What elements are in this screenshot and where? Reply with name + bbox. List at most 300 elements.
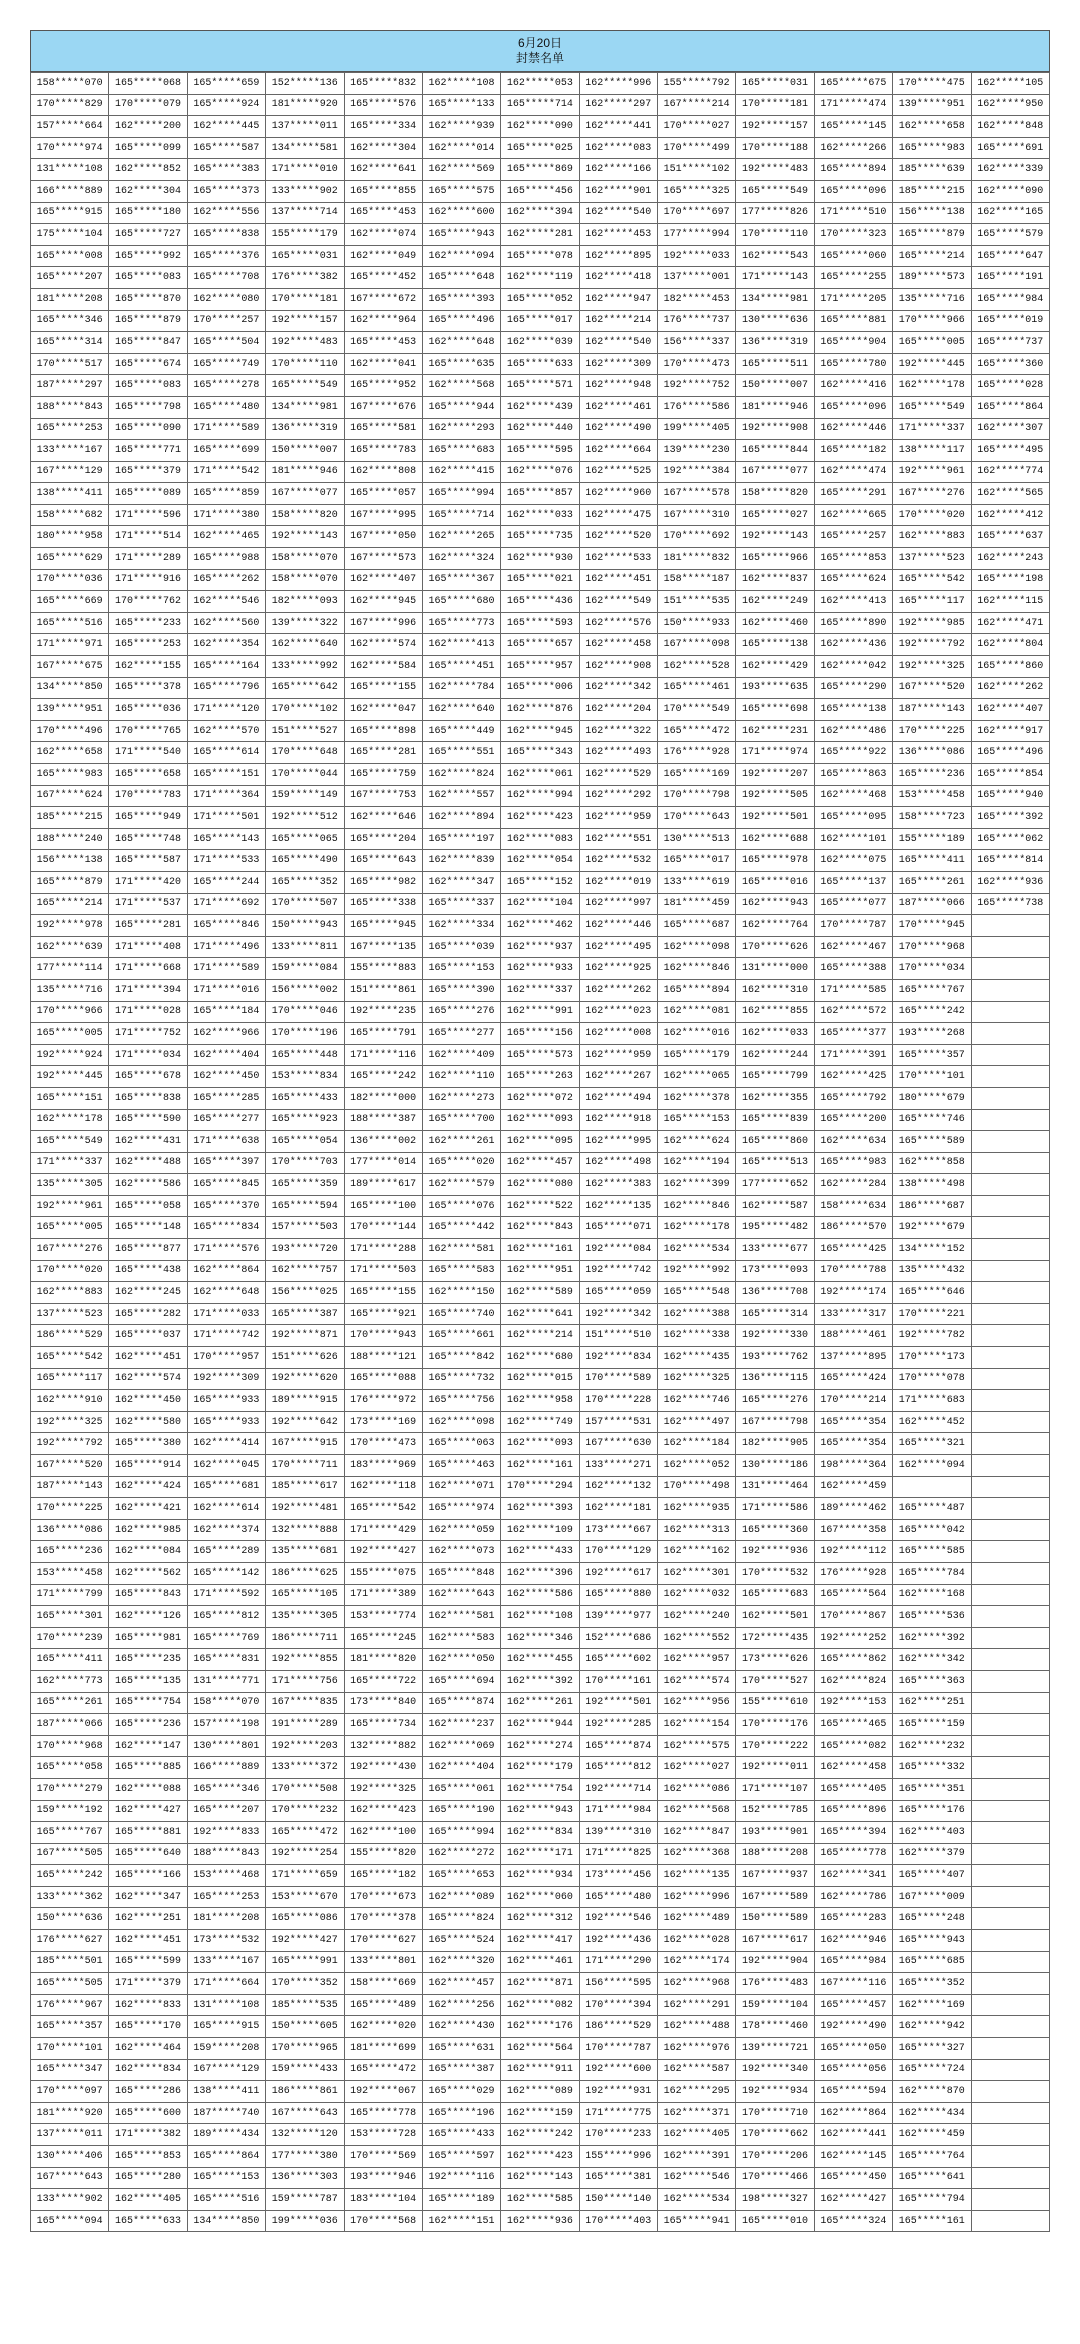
- table-cell: 165*****855: [344, 180, 422, 202]
- table-cell: 162*****994: [501, 785, 579, 807]
- table-cell: 165*****433: [266, 1087, 344, 1109]
- table-cell: 162*****423: [344, 1800, 422, 1822]
- table-cell: 162*****562: [109, 1562, 187, 1584]
- table-cell: 150*****007: [266, 440, 344, 462]
- table-cell: 162*****265: [422, 526, 500, 548]
- table-cell: 162*****942: [893, 2016, 971, 2038]
- table-row: [31, 1131, 1050, 1153]
- table-cell: 171*****120: [187, 699, 265, 721]
- table-cell: 192*****254: [266, 1843, 344, 1865]
- table-cell: 162*****154: [658, 1714, 736, 1736]
- table-cell: 162*****417: [501, 1930, 579, 1952]
- table-cell: 165*****261: [31, 1692, 109, 1714]
- table-cell: [893, 1476, 971, 1498]
- table-cell: 165*****982: [344, 871, 422, 893]
- table-cell: 165*****314: [736, 1303, 814, 1325]
- table-cell: 162*****453: [579, 224, 657, 246]
- table-cell: 165*****236: [109, 1714, 187, 1736]
- table-cell: 171*****389: [344, 1584, 422, 1606]
- table-cell: 165*****921: [344, 1303, 422, 1325]
- table-cell: 162*****249: [736, 591, 814, 613]
- table-cell: 162*****093: [501, 1109, 579, 1131]
- table-cell: 162*****991: [501, 1001, 579, 1023]
- table-cell: 162*****440: [501, 418, 579, 440]
- table-cell: 162*****399: [658, 1174, 736, 1196]
- table-row: [31, 440, 1050, 462]
- table-cell: 195*****482: [736, 1217, 814, 1239]
- table-cell: 171*****664: [187, 1973, 265, 1995]
- table-cell: 165*****166: [109, 1865, 187, 1887]
- header-date: 6月20日: [517, 36, 563, 50]
- table-cell: 182*****453: [658, 288, 736, 310]
- table-cell: 165*****016: [736, 871, 814, 893]
- table-cell: 139*****951: [893, 94, 971, 116]
- table-cell: 170*****532: [736, 1562, 814, 1584]
- table-row: [31, 1908, 1050, 1930]
- table-cell: 165*****450: [814, 2167, 892, 2189]
- table-cell: 181*****208: [187, 1908, 265, 1930]
- table-cell: 162*****452: [893, 1411, 971, 1433]
- table-cell: 162*****108: [501, 1606, 579, 1628]
- table-cell: 162*****178: [658, 1217, 736, 1239]
- table-cell: 162*****549: [579, 591, 657, 613]
- table-cell: 165*****516: [31, 612, 109, 634]
- table-cell: 165*****060: [814, 245, 892, 267]
- table-cell: [971, 1692, 1050, 1714]
- table-cell: 162*****014: [422, 137, 500, 159]
- table-cell: 162*****665: [814, 504, 892, 526]
- table-cell: 158*****070: [266, 569, 344, 591]
- table-cell: 165*****153: [187, 2167, 265, 2189]
- table-cell: 165*****798: [109, 396, 187, 418]
- table-cell: 165*****283: [814, 1908, 892, 1930]
- table-cell: 165*****983: [893, 137, 971, 159]
- table-cell: [971, 1498, 1050, 1520]
- table-cell: 162*****643: [422, 1584, 500, 1606]
- table-cell: 130*****406: [31, 2146, 109, 2168]
- table-cell: 162*****232: [893, 1735, 971, 1757]
- table-cell: 165*****182: [814, 440, 892, 462]
- table-cell: 137*****523: [893, 548, 971, 570]
- table-cell: 165*****778: [344, 2102, 422, 2124]
- table-cell: 167*****573: [344, 548, 422, 570]
- table-row: [31, 1152, 1050, 1174]
- table-cell: 171*****659: [266, 1865, 344, 1887]
- table-cell: 165*****549: [31, 1131, 109, 1153]
- table-cell: 192*****340: [736, 2059, 814, 2081]
- table-cell: 165*****845: [187, 1174, 265, 1196]
- table-cell: 165*****089: [109, 483, 187, 505]
- table-cell: 162*****166: [579, 159, 657, 181]
- table-row: [31, 958, 1050, 980]
- table-cell: 192*****285: [579, 1714, 657, 1736]
- table-cell: 165*****933: [187, 1390, 265, 1412]
- table-cell: 139*****951: [31, 699, 109, 721]
- table-cell: 162*****075: [814, 850, 892, 872]
- table-cell: [971, 1152, 1050, 1174]
- table-cell: 170*****787: [579, 2038, 657, 2060]
- table-cell: 165*****438: [109, 1260, 187, 1282]
- table-cell: 192*****620: [266, 1368, 344, 1390]
- table-cell: 165*****138: [736, 634, 814, 656]
- table-cell: 165*****924: [187, 94, 265, 116]
- table-cell: 165*****870: [109, 288, 187, 310]
- table-cell: 133*****902: [266, 180, 344, 202]
- table-cell: 162*****093: [501, 1433, 579, 1455]
- table-row: [31, 1109, 1050, 1131]
- table-cell: 167*****676: [344, 396, 422, 418]
- table-cell: 162*****392: [501, 1670, 579, 1692]
- table-cell: 165*****436: [501, 591, 579, 613]
- table-cell: 162*****847: [658, 1822, 736, 1844]
- table-cell: 165*****376: [187, 245, 265, 267]
- table-cell: 165*****746: [893, 1109, 971, 1131]
- table-row: [31, 2016, 1050, 2038]
- table-cell: 162*****586: [501, 1584, 579, 1606]
- table-cell: 162*****490: [579, 418, 657, 440]
- table-cell: 165*****549: [893, 396, 971, 418]
- table-cell: 162*****451: [109, 1347, 187, 1369]
- table-cell: 165*****597: [422, 2146, 500, 2168]
- table-row: [31, 612, 1050, 634]
- table-cell: 176*****928: [814, 1562, 892, 1584]
- table-cell: 133*****902: [31, 2189, 109, 2211]
- table-cell: 165*****943: [893, 1930, 971, 1952]
- table-cell: 162*****624: [658, 1131, 736, 1153]
- table-cell: 175*****104: [31, 224, 109, 246]
- table-cell: 139*****721: [736, 2038, 814, 2060]
- table-cell: 162*****404: [422, 1757, 500, 1779]
- table-cell: 162*****181: [579, 1498, 657, 1520]
- table-cell: 165*****940: [971, 785, 1050, 807]
- table-cell: 170*****078: [893, 1368, 971, 1390]
- table-cell: 165*****844: [736, 440, 814, 462]
- table-cell: 162*****688: [736, 828, 814, 850]
- table-cell: 134*****152: [893, 1239, 971, 1261]
- table-cell: 165*****100: [344, 1195, 422, 1217]
- table-cell: 170*****221: [893, 1303, 971, 1325]
- table-row: [31, 569, 1050, 591]
- table-cell: 158*****820: [736, 483, 814, 505]
- table-cell: 170*****206: [736, 2146, 814, 2168]
- table-row: [31, 1411, 1050, 1433]
- table-cell: 162*****586: [109, 1174, 187, 1196]
- table-cell: 152*****686: [579, 1627, 657, 1649]
- table-cell: 192*****936: [736, 1541, 814, 1563]
- table-cell: 162*****065: [658, 1066, 736, 1088]
- table-cell: 170*****161: [579, 1670, 657, 1692]
- table-cell: 162*****848: [971, 116, 1050, 138]
- table-cell: 138*****117: [893, 440, 971, 462]
- table-cell: 165*****834: [187, 1217, 265, 1239]
- table-row: [31, 893, 1050, 915]
- table-row: [31, 1886, 1050, 1908]
- table-cell: [971, 2210, 1050, 2232]
- table-cell: 165*****915: [187, 2016, 265, 2038]
- table-cell: 165*****536: [893, 1606, 971, 1628]
- table-cell: 162*****996: [658, 1886, 736, 1908]
- table-cell: 165*****354: [814, 1433, 892, 1455]
- table-cell: 165*****325: [658, 180, 736, 202]
- table-cell: 176*****627: [31, 1930, 109, 1952]
- table-cell: 165*****587: [187, 137, 265, 159]
- table-cell: 162*****126: [109, 1606, 187, 1628]
- table-cell: 165*****352: [266, 871, 344, 893]
- table-cell: 167*****520: [31, 1455, 109, 1477]
- table-cell: 170*****239: [31, 1627, 109, 1649]
- table-row: [31, 1800, 1050, 1822]
- table-row: [31, 1606, 1050, 1628]
- table-cell: 162*****060: [501, 1886, 579, 1908]
- table-cell: 171*****391: [814, 1044, 892, 1066]
- table-row: [31, 2146, 1050, 2168]
- table-cell: 165*****184: [187, 1001, 265, 1023]
- table-cell: 165*****722: [344, 1670, 422, 1692]
- table-cell: 192*****325: [31, 1411, 109, 1433]
- table-cell: 165*****590: [109, 1109, 187, 1131]
- table-cell: 165*****078: [501, 245, 579, 267]
- table-cell: 165*****896: [814, 1800, 892, 1822]
- table-cell: 165*****994: [422, 1822, 500, 1844]
- table-cell: 162*****368: [658, 1843, 736, 1865]
- table-cell: 165*****860: [736, 1131, 814, 1153]
- table-cell: 162*****648: [187, 1282, 265, 1304]
- table-cell: 162*****194: [658, 1152, 736, 1174]
- table-cell: 165*****854: [971, 764, 1050, 786]
- table-cell: 162*****451: [579, 569, 657, 591]
- table-cell: 167*****009: [893, 1886, 971, 1908]
- table-cell: 188*****121: [344, 1347, 422, 1369]
- table-cell: 162*****262: [579, 979, 657, 1001]
- table-cell: 165*****153: [422, 958, 500, 980]
- table-cell: 167*****050: [344, 526, 422, 548]
- table-cell: 171*****010: [266, 159, 344, 181]
- table-cell: 165*****653: [422, 1865, 500, 1887]
- table-cell: 165*****337: [422, 893, 500, 915]
- table-cell: 170*****527: [736, 1670, 814, 1692]
- table-cell: 162*****581: [422, 1606, 500, 1628]
- table-cell: 165*****380: [109, 1433, 187, 1455]
- table-cell: 162*****076: [501, 461, 579, 483]
- table-cell: 162*****292: [579, 785, 657, 807]
- table-cell: 165*****137: [814, 871, 892, 893]
- table-cell: 162*****465: [187, 526, 265, 548]
- table-cell: 170*****403: [579, 2210, 657, 2232]
- table-cell: 170*****294: [501, 1476, 579, 1498]
- table-cell: 165*****792: [814, 1087, 892, 1109]
- table-cell: 165*****170: [109, 2016, 187, 2038]
- table-cell: 165*****643: [344, 850, 422, 872]
- table-cell: 189*****462: [814, 1498, 892, 1520]
- table-cell: 165*****699: [187, 440, 265, 462]
- table-cell: 162*****409: [422, 1044, 500, 1066]
- table-cell: 162*****746: [658, 1390, 736, 1412]
- table-cell: 162*****533: [579, 548, 657, 570]
- table-cell: 166*****889: [31, 180, 109, 202]
- table-cell: 165*****542: [893, 569, 971, 591]
- table-cell: 165*****714: [501, 94, 579, 116]
- table-cell: 156*****025: [266, 1282, 344, 1304]
- table-cell: 165*****233: [109, 612, 187, 634]
- table-cell: 162*****488: [658, 2016, 736, 2038]
- table-cell: 165*****640: [109, 1843, 187, 1865]
- table-cell: 192*****235: [344, 1001, 422, 1023]
- table-cell: 165*****086: [266, 1908, 344, 1930]
- table-cell: 162*****495: [579, 936, 657, 958]
- table-cell: 134*****981: [266, 396, 344, 418]
- table-cell: 133*****372: [266, 1757, 344, 1779]
- table-cell: 137*****714: [266, 202, 344, 224]
- table-cell: 162*****883: [893, 526, 971, 548]
- table-cell: 165*****405: [814, 1778, 892, 1800]
- table-cell: 165*****077: [814, 893, 892, 915]
- table-cell: 165*****583: [422, 1260, 500, 1282]
- table-cell: 176*****928: [658, 742, 736, 764]
- table-cell: 170*****214: [814, 1390, 892, 1412]
- header-title: 封禁名单: [515, 51, 564, 65]
- table-cell: 170*****945: [893, 915, 971, 937]
- table-cell: 167*****520: [893, 677, 971, 699]
- table-cell: 192*****330: [736, 1325, 814, 1347]
- table-cell: 165*****642: [266, 677, 344, 699]
- table-cell: 162*****028: [658, 1930, 736, 1952]
- table-cell: 186*****711: [266, 1627, 344, 1649]
- table-cell: 162*****243: [971, 548, 1050, 570]
- table-cell: 192*****067: [344, 2081, 422, 2103]
- table-cell: 171*****501: [187, 807, 265, 829]
- table-cell: 162*****858: [893, 1152, 971, 1174]
- table-cell: 162*****580: [109, 1411, 187, 1433]
- table-cell: 165*****161: [893, 2210, 971, 2232]
- table-cell: 162*****557: [422, 785, 500, 807]
- table-cell: 162*****245: [109, 1282, 187, 1304]
- table-cell: 162*****948: [579, 375, 657, 397]
- table-cell: 165*****799: [736, 1066, 814, 1088]
- table-cell: 162*****427: [814, 2189, 892, 2211]
- table-cell: 165*****278: [187, 375, 265, 397]
- table-cell: 165*****387: [266, 1303, 344, 1325]
- table-cell: 165*****863: [814, 764, 892, 786]
- table-cell: 158*****070: [266, 548, 344, 570]
- table-cell: 165*****576: [344, 94, 422, 116]
- table-row: [31, 1649, 1050, 1671]
- table-cell: 162*****576: [579, 612, 657, 634]
- table-cell: 162*****256: [422, 1994, 500, 2016]
- table-cell: 165*****017: [501, 310, 579, 332]
- table-cell: 165*****698: [736, 699, 814, 721]
- table-cell: 171*****382: [109, 2124, 187, 2146]
- table-cell: 157*****503: [266, 1217, 344, 1239]
- table-cell: 171*****533: [187, 850, 265, 872]
- table-cell: [971, 1886, 1050, 1908]
- table-cell: 165*****505: [31, 1973, 109, 1995]
- table-cell: 162*****457: [501, 1152, 579, 1174]
- table-cell: 162*****159: [501, 2102, 579, 2124]
- table-cell: 165*****151: [31, 1087, 109, 1109]
- table-cell: 165*****594: [814, 2081, 892, 2103]
- table-row: [31, 1455, 1050, 1477]
- table-cell: 152*****136: [266, 73, 344, 95]
- table-cell: 165*****031: [736, 73, 814, 95]
- table-cell: 162*****497: [658, 1411, 736, 1433]
- table-cell: 162*****640: [422, 699, 500, 721]
- table-cell: 165*****096: [814, 180, 892, 202]
- table-cell: 167*****077: [736, 461, 814, 483]
- table-cell: 162*****936: [501, 2210, 579, 2232]
- table-row: [31, 1692, 1050, 1714]
- table-cell: 165*****143: [187, 828, 265, 850]
- table-cell: 162*****016: [658, 1023, 736, 1045]
- table-cell: 193*****762: [736, 1347, 814, 1369]
- table-cell: 165*****846: [187, 915, 265, 937]
- table-cell: 162*****423: [501, 2146, 579, 2168]
- table-cell: 162*****033: [501, 504, 579, 526]
- table-cell: 162*****461: [501, 1951, 579, 1973]
- table-cell: 181*****920: [31, 2102, 109, 2124]
- table-cell: 165*****387: [422, 2059, 500, 2081]
- table-row: [31, 699, 1050, 721]
- table-cell: 162*****341: [814, 1865, 892, 1887]
- table-cell: 133*****619: [658, 871, 736, 893]
- ban-list-sheet: [30, 30, 1050, 2232]
- table-cell: 165*****943: [422, 224, 500, 246]
- table-cell: 139*****977: [579, 1606, 657, 1628]
- table-cell: 171*****016: [187, 979, 265, 1001]
- table-cell: [971, 2102, 1050, 2124]
- table-cell: 171*****394: [109, 979, 187, 1001]
- table-cell: 170*****765: [109, 720, 187, 742]
- table-cell: 162*****214: [501, 1325, 579, 1347]
- table-cell: 155*****075: [344, 1562, 422, 1584]
- table-cell: 165*****831: [187, 1649, 265, 1671]
- table-cell: 192*****252: [814, 1627, 892, 1649]
- table-row: [31, 1325, 1050, 1347]
- table-cell: 165*****151: [187, 764, 265, 786]
- table-cell: 137*****523: [31, 1303, 109, 1325]
- table-cell: 165*****877: [109, 1239, 187, 1261]
- table-cell: 170*****499: [658, 137, 736, 159]
- table-cell: 139*****310: [579, 1822, 657, 1844]
- table-cell: 165*****853: [109, 2146, 187, 2168]
- table-cell: 167*****753: [344, 785, 422, 807]
- table-row: [31, 634, 1050, 656]
- table-cell: 162*****115: [971, 591, 1050, 613]
- table-cell: 162*****569: [422, 159, 500, 181]
- table-cell: 150*****943: [266, 915, 344, 937]
- table-cell: 165*****377: [814, 1023, 892, 1045]
- table-cell: 171*****205: [814, 288, 892, 310]
- table-cell: 165*****862: [814, 1649, 892, 1671]
- table-row: [31, 871, 1050, 893]
- table-cell: 162*****564: [501, 2038, 579, 2060]
- table-cell: 162*****147: [109, 1735, 187, 1757]
- table-cell: 176*****483: [736, 1973, 814, 1995]
- table-cell: 162*****396: [501, 1562, 579, 1584]
- table-cell: 162*****764: [736, 915, 814, 937]
- table-cell: 170*****102: [266, 699, 344, 721]
- table-cell: 165*****675: [814, 73, 892, 95]
- table-cell: 165*****367: [422, 569, 500, 591]
- table-cell: 192*****833: [187, 1822, 265, 1844]
- table-cell: 162*****355: [736, 1087, 814, 1109]
- table-row: [31, 461, 1050, 483]
- table-cell: 162*****600: [422, 202, 500, 224]
- table-row: [31, 1217, 1050, 1239]
- table-cell: 192*****792: [31, 1433, 109, 1455]
- table-cell: 165*****005: [31, 1023, 109, 1045]
- table-cell: 192*****309: [187, 1368, 265, 1390]
- table-cell: 165*****153: [658, 1109, 736, 1131]
